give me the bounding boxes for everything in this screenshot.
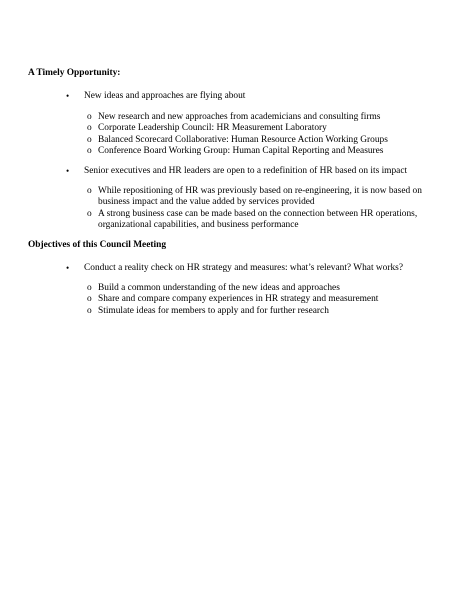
circle-marker-icon: o [87, 146, 92, 157]
sub-item-text: Balanced Scorecard Collaborative: Human Resource Action Working Groups [98, 134, 388, 145]
sub-list-item [87, 123, 388, 134]
sub-item-text: Corporate Leadership Council: HR Measurement Laboratory [98, 123, 327, 134]
sub-list-item [87, 209, 440, 232]
circle-marker-icon: o [87, 123, 92, 134]
sub-item-text: Share and compare company experiences in HR strategy and measurement [98, 294, 379, 305]
sub-list [87, 112, 388, 158]
sub-item-text: New research and new approaches from academicians and consulting firms [98, 112, 381, 122]
circle-marker-icon: o [87, 208, 92, 219]
section-heading-objectives: Objectives of this Council Meeting [28, 240, 167, 250]
circle-marker-icon: o [87, 305, 92, 316]
sub-list-item [87, 294, 378, 305]
circle-marker-icon: o [87, 112, 92, 122]
bullet-icon: • [66, 166, 70, 176]
bullet-icon: • [66, 91, 70, 101]
section-heading-timely-opportunity: A Timely Opportunity: [28, 68, 121, 78]
sub-list-item [87, 112, 388, 123]
bullet-text: Conduct a reality check on HR strategy and measures: what’s relevant? What works? [84, 263, 403, 273]
sub-list-item [87, 306, 378, 317]
sub-item-text: Conference Board Working Group: Human Capital Reporting and Measures [98, 146, 384, 157]
sub-list-item [87, 135, 388, 146]
sub-item-text: While repositioning of HR was previously based on re-engineering, it is now based on business impact and the value added by services provided [98, 186, 422, 208]
bullet-text: New ideas and approaches are flying about [84, 91, 246, 101]
sub-item-text: A strong business case can be made based on the connection between HR operations, organizational capabilities, and business performance [98, 208, 418, 231]
bullet-icon: • [66, 263, 70, 273]
sub-list-item [87, 146, 388, 157]
sub-list [87, 283, 378, 317]
sub-list [87, 186, 440, 232]
bullet-text: Senior executives and HR leaders are open to a redefinition of HR based on its impact [84, 166, 408, 176]
circle-marker-icon: o [87, 283, 92, 293]
circle-marker-icon: o [87, 294, 92, 305]
sub-list-item [87, 186, 440, 209]
sub-item-text: Build a common understanding of the new ideas and approaches [98, 283, 340, 293]
sub-item-text: Stimulate ideas for members to apply and for further research [98, 305, 329, 316]
circle-marker-icon: o [87, 186, 92, 196]
circle-marker-icon: o [87, 134, 92, 145]
sub-list-item [87, 283, 378, 294]
